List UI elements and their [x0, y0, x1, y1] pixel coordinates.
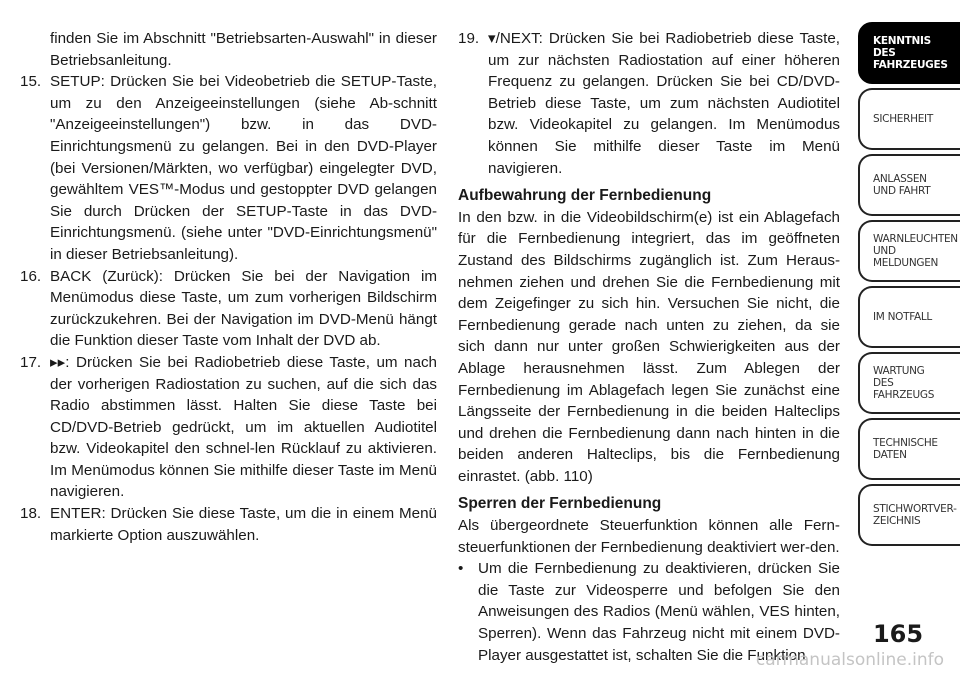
watermark: carmanualsonline.info [755, 650, 944, 670]
list-item-19 [458, 28, 840, 179]
section-heading-lock: Sperren der Fernbedienung [458, 495, 662, 513]
list-item-18 [20, 503, 437, 546]
list-item-17 [20, 352, 437, 503]
list-text: ▾/NEXT: Drücken Sie bei Radiobetrieb diese Taste, um zur nächsten Radiostation auf einer höheren Frequenz zu gelangen. Drücken Sie bei CD/DVD-Betrieb diese Taste, um zum nächsten Audiotitel bzw. Videokapitel zu gelangen. Im Menümodus können Sie mithilfe dieser Taste im Menü navigieren. [488, 30, 840, 177]
left-column [20, 28, 437, 546]
tab-anlassen-und-fahrt[interactable]: ANLASSEN UND FAHRT [858, 154, 960, 216]
storage-paragraph: In den bzw. in die Videobildschirm(e) ist ein Ablagefach für die Fernbedienung integriert, das im geöffneten Zustand des Bildschirms zugänglich ist. Zum Heraus-nehmen ziehen und drehen Sie die Fernbedienung mit dem Zeigefinger zu sich hin. Versuchen Sie nicht, die Fernbedienung gerade nach unten zu ziehen, da sie sich dann nur unter großen Schwierigkeiten aus der Ablage herausnehmen lässt. Zum Ablegen der Fernbedienung im Ablagefach legen Sie zunächst eine Längsseite der Fernbedienung in die beiden Halteclips und drehen die Fernbedienung dann nach hinten in die beiden anderen Halteclips, bis die Fernbedienung einrastet. (abb. 110) [458, 208, 840, 485]
list-text: ▸▸: Drücken Sie bei Radiobetrieb diese Taste, um nach der vorherigen Radiostation zu suchen, auf die sich das Radio abstimmen lässt. Halten Sie diese Taste bei CD/DVD-Betrieb gedrückt, um im aktuellen Audiotitel bzw. Videokapitel den schnel-len Rücklauf zu aktivieren. Im Menümodus können Sie mithilfe dieser Taste im Menü navigieren. [50, 353, 437, 501]
list-number: 19. [458, 30, 480, 47]
section-heading-storage: Aufbewahrung der Fernbedienung [458, 187, 712, 205]
tab-im-notfall[interactable]: IM NOTFALL [858, 286, 960, 348]
tab-kenntnis-des-fahrzeuges[interactable]: KENNTNIS DES FAHRZEUGES [858, 22, 960, 84]
tab-technische-daten[interactable]: TECHNISCHE DATEN [858, 418, 960, 480]
list-number: 16. [20, 267, 42, 285]
list-item-15 [20, 71, 437, 265]
tab-sicherheit[interactable]: SICHERHEIT [858, 88, 960, 150]
tab-wartung-des-fahrzeugs[interactable]: WARTUNG DES FAHRZEUGS [858, 352, 960, 414]
tab-warnleuchten-und-meldungen[interactable]: WARNLEUCHTEN UND MELDUNGEN [858, 220, 960, 282]
list-text: BACK (Zurück): Drücken Sie bei der Navigation im Menümodus diese Taste, um zum vorherigen Bildschirm zurückzukehren. Bei der Navigation im DVD-Menü hängt die Funktion dieser Taste vom Inhalt der DVD ab. [50, 267, 437, 350]
right-column [458, 28, 840, 666]
list-text: SETUP: Drücken Sie bei Videobetrieb die SETUP-Taste, um zu den Anzeigeeinstellungen (siehe Ab-schnitt "Anzeigeeinstellungen") bzw. in das DVD-Einrichtungsmenü zu gelangen. Bei in den DVD-Player (bei Versionen/Märkten, wo verfügbar) eingelegter DVD, gewähltem VES™-Modus und gestoppter DVD gelangen Sie durch Drücken der SETUP-Taste in das DVD-Einrichtungsmenü. (siehe unter "DVD-Einrichtungsmenü" in dieser Betriebsanleitung). [50, 73, 437, 263]
intro-text: finden Sie im Abschnitt "Betriebsarten-Auswahl" in dieser Betriebsanleitung. [50, 30, 437, 69]
list-number: 18. [20, 505, 42, 523]
list-item-16 [20, 266, 437, 352]
tab-stichwortverzeichnis[interactable]: STICHWORTVER- ZEICHNIS [858, 484, 960, 546]
lock-paragraph: Als übergeordnete Steuerfunktion können alle Fern-steuerfunktionen der Fernbedienung deaktiviert wer-den. [458, 517, 840, 556]
page-number: 165 [872, 620, 924, 648]
list-number: 17. [20, 353, 42, 371]
list-number: 15. [20, 73, 42, 91]
chapter-tabs [858, 22, 960, 550]
bullet-mark: • [458, 560, 464, 578]
bullet-text: Um die Fernbedienung zu deaktivieren, drücken Sie die Taste zur Videosperre und befolgen Sie den Anweisungen des Radios (Menü wählen, VES hinten, Sperren). Wenn das Fahrzeug nicht mit einem DVD-Player ausgestattet ist, schalten Sie die Funktion [478, 560, 840, 664]
list-text: ENTER: Drücken Sie diese Taste, um die in einem Menü markierte Option auszuwählen. [50, 505, 437, 544]
